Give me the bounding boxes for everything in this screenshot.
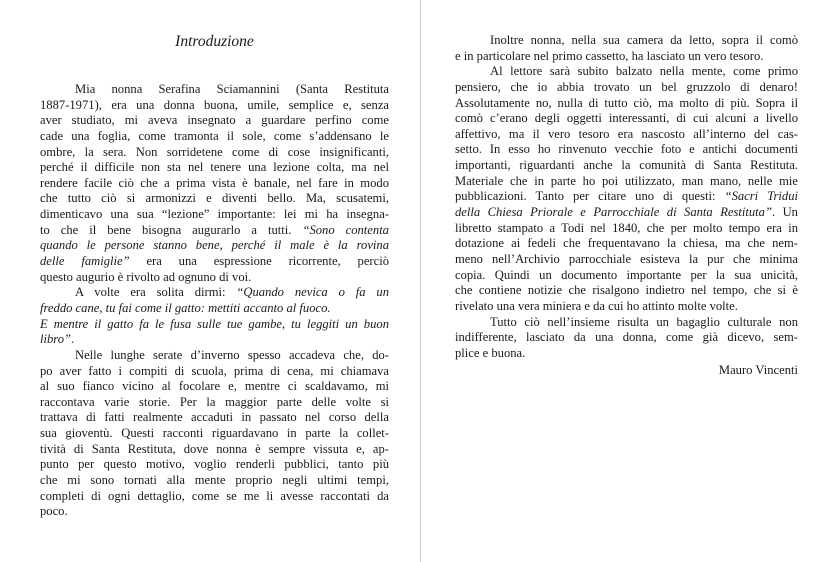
text-line: quando le persone stanno bene, perché il male è la rovina (40, 238, 389, 253)
text-line: to che il bene bisogna augurarlo a tutti. “Sono contenta (40, 222, 389, 237)
text-line: delle famiglie” era una espressione ricorrente, perciò (40, 254, 389, 269)
text-line: importanti, riguardanti anche la comunità di Santa Restituta. (455, 158, 798, 173)
text-line: al suo fianco vicino al focolare e, mentre ci scaldavamo, mi (40, 379, 389, 394)
text-line: indifferente, lasciato da una donna, come già dicevo, sem- (455, 330, 798, 345)
text-line: po aver fatto i compiti di scuola, prima di cena, mi chiamava (40, 363, 389, 378)
text-line: raccontava varie storie. Per la maggior parte delle volte si (40, 394, 389, 409)
text-line: che tutto ciò si armonizzi e diventi bello. Ma, scusatemi, (40, 191, 389, 206)
author-signature: Mauro Vincenti (718, 363, 798, 378)
text-line: libretto stampato a Todi nel 1840, che per molto tempo era in (455, 220, 798, 235)
text-line: questo augurio è rivolto ad ognuno di voi. (40, 269, 252, 284)
page-divider (420, 0, 421, 562)
text-line: 1887-1971), era una donna buona, umile, semplice e, senza (40, 97, 389, 112)
left-body-text (40, 82, 389, 520)
text-line: A volte era solita dirmi: “Quando nevica o fa un (75, 285, 389, 300)
text-line: Mia nonna Serafina Sciamannini (Santa Restituta (75, 82, 389, 96)
text-line: e in particolare nel primo cassetto, ha lasciato un vero tesoro. (455, 48, 764, 63)
right-body-text (455, 33, 798, 379)
text-line: poco. (40, 504, 68, 519)
text-line: plice e buona. (455, 345, 526, 360)
text-line: che contiene notizie che risalgono indietro nel tempo, che si è (455, 283, 798, 298)
text-line: trattava di fatti realmente accaduti in passato nel corso della (40, 410, 389, 425)
text-line: libro”. (40, 332, 75, 347)
text-line: tività di Santa Restituta, dove nonna è sempre vissuta e, ap- (40, 441, 389, 456)
text-line: affettivo, ma il vero tesoro era nascosto all’interno del cas- (455, 126, 798, 141)
text-line: cade una foglia, come tramonta il sole, come s’addensano le (40, 128, 389, 143)
text-line: Nelle lunghe serate d’inverno spesso accadeva che, do- (75, 347, 389, 362)
text-line: che mi sono tornati alla mente proprio negli ultimi tempi, (40, 473, 389, 488)
text-line: punto per questo motivo, voglio renderli pubblici, tanto più (40, 457, 389, 472)
text-line: della Chiesa Priorale e Parrocchiale di Santa Restituta”. Un (455, 205, 798, 220)
text-line: pubblicazioni. Tanto per citare uno di questi: “Sacri Tridui (455, 189, 798, 204)
text-line: Al lettore sarà subito balzato nella mente, come primo (490, 64, 798, 79)
text-line: meno nell’Archivio parrocchiale esisteva la pur che minima (455, 251, 798, 266)
text-line: sua gioventù. Questi racconti riguardavano in parte la collet- (40, 426, 389, 441)
text-line: aver studiato, mi aveva insegnato a guardare perfino come (40, 113, 389, 128)
text-line: Materiale che in parte ho poi utilizzato, man mano, nelle mie (455, 173, 798, 188)
text-line: pensiero, che io abbia trovato un bel gruzzolo di denaro! (455, 79, 798, 94)
text-line: comò c’erano degli oggetti interessanti, di cui alcuni a livello (455, 111, 798, 126)
text-line: Assolutamente no, nulla di tutto ciò, ma molto di più. Sopra il (455, 95, 798, 110)
text-line: rivelato una vera miniera e da cui ho attinto molte volte. (455, 298, 738, 313)
text-line: dotazione ai fedeli che frequentavano la chiesa, ma che nem- (455, 236, 798, 251)
text-line: rendere facile ciò che a prima vista è banale, nel fare in modo (40, 175, 389, 190)
page-title: Introduzione (175, 33, 254, 50)
text-line: copia. Quindi un documento importante per la sua unicità, (455, 267, 798, 282)
text-line: Inoltre nonna, nella sua camera da letto, sopra il comò (490, 33, 798, 47)
text-line: freddo cane, tu fai come il gatto: mettiti accanto al fuoco. (40, 300, 331, 315)
text-line: completi di ogni dettaglio, come se me li avesse raccontati da (40, 488, 389, 503)
text-line: ombre, la sera. Non sorridetene come di cose insignificanti, (40, 144, 389, 159)
text-line: E mentre il gatto fa le fusa sulle tue gambe, tu leggiti un buon (40, 316, 389, 331)
text-line: perché il difficile non sta nel tenere una lezione colta, ma nel (40, 160, 389, 175)
text-line: Tutto ciò nell’insieme risulta un bagaglio culturale non (490, 314, 798, 329)
text-line: setto. In esso ho rinvenuto vecchie foto e antichi documenti (455, 142, 798, 157)
text-line: dimenticavo una sua “lezione” importante: lei mi ha insegna- (40, 207, 389, 222)
